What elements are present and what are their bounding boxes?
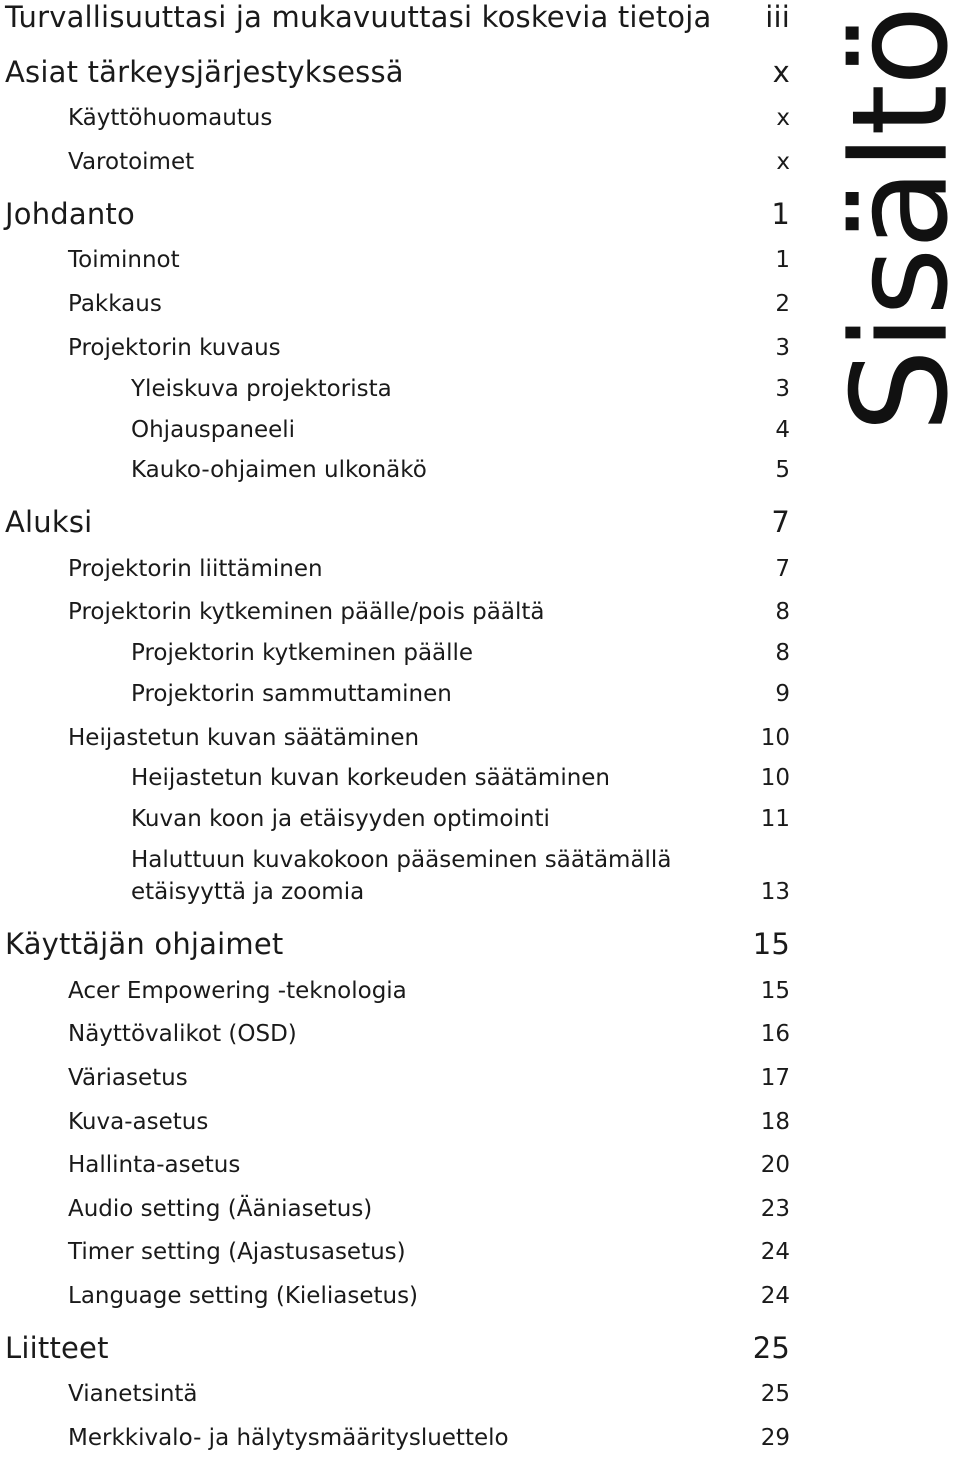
toc-entry-title: Audio setting (Ääniasetus) — [68, 1196, 373, 1222]
toc-entry-title: Projektorin sammuttaminen — [131, 681, 452, 707]
toc-entry-page: iii — [765, 0, 790, 34]
toc-entry-page: 25 — [752, 1331, 790, 1365]
toc-entry-page: 24 — [760, 1239, 790, 1265]
toc-entry-page: 17 — [760, 1065, 790, 1091]
toc-entry-page: 9 — [775, 681, 790, 707]
toc-entry-page: 8 — [775, 599, 790, 625]
toc-entry-title: Merkkivalo- ja hälytysmääritysluettelo — [68, 1425, 509, 1451]
toc-entry-title: Käyttäjän ohjaimet — [5, 927, 284, 961]
toc-entry-page: x — [776, 105, 790, 131]
toc-entry-page: 1 — [771, 197, 790, 231]
toc-entry-title: Projektorin kuvaus — [68, 335, 281, 361]
toc-entry-page: x — [776, 149, 790, 175]
toc-entry-page: 29 — [760, 1425, 790, 1451]
toc-entry-title: Projektorin kytkeminen päälle/pois päältä — [68, 599, 545, 625]
toc-entry-page: 7 — [775, 556, 790, 582]
toc-entry-page: 11 — [760, 806, 790, 832]
toc-entry-title: Väriasetus — [68, 1065, 188, 1091]
toc-entry-title: Projektorin liittäminen — [68, 556, 323, 582]
toc-entry-page: 10 — [760, 765, 790, 791]
toc-entry-page: 25 — [760, 1381, 790, 1407]
toc-entry-title: Johdanto — [5, 197, 135, 231]
toc-entry-page: 23 — [760, 1196, 790, 1222]
toc-entry-title: Haluttuun kuvakokoon pääseminen säätämällä — [131, 847, 672, 873]
toc-entry-page: 24 — [760, 1283, 790, 1309]
toc-entry-page: 2 — [775, 291, 790, 317]
toc-entry-page: 15 — [760, 978, 790, 1004]
toc-entry-title: Language setting (Kieliasetus) — [68, 1283, 419, 1309]
toc-entry-title: Kuvan koon ja etäisyyden optimointi — [131, 806, 550, 832]
toc-entry-title: Timer setting (Ajastusasetus) — [68, 1239, 406, 1265]
toc-entry-page: 15 — [752, 927, 790, 961]
toc-entry-page: 4 — [775, 417, 790, 443]
side-chapter-title — [824, 7, 978, 433]
toc-entry-page: 7 — [771, 505, 790, 539]
toc-entry-page: 8 — [775, 640, 790, 666]
toc-entry-title: Kauko-ohjaimen ulkonäkö — [131, 457, 427, 483]
toc-entry-title: Varotoimet — [68, 149, 195, 175]
toc-entry-title: Vianetsintä — [68, 1381, 198, 1407]
toc-entry-title: Aluksi — [5, 505, 93, 539]
toc-entry-page: 3 — [775, 376, 790, 402]
toc-entry-title: Pakkaus — [68, 291, 162, 317]
toc-entry-title: Kuva-asetus — [68, 1109, 209, 1135]
toc-entry-page: 20 — [760, 1152, 790, 1178]
toc-entry-title: Heijastetun kuvan säätäminen — [68, 725, 420, 751]
toc-entry-title: Näyttövalikot (OSD) — [68, 1021, 297, 1047]
toc-entry-title: Yleiskuva projektorista — [131, 376, 392, 402]
toc-entry-page: x — [772, 55, 790, 89]
toc-entry-title: Acer Empowering -teknologia — [68, 978, 407, 1004]
toc-entry-title: Turvallisuuttasi ja mukavuuttasi koskevia tietoja — [5, 0, 712, 34]
toc-entry-page: 10 — [760, 725, 790, 751]
toc-entry-title: Ohjauspaneeli — [131, 417, 296, 443]
toc-entry-title: Liitteet — [5, 1331, 109, 1365]
toc-entry-title: Toiminnot — [68, 247, 180, 273]
toc-entry-page: 1 — [775, 247, 790, 273]
toc-entry-title: Hallinta-asetus — [68, 1152, 241, 1178]
toc-entry-title: Projektorin kytkeminen päälle — [131, 640, 474, 666]
toc-entry-page: 5 — [775, 457, 790, 483]
toc-entry-page: 3 — [775, 335, 790, 361]
toc-entry-page: 16 — [760, 1021, 790, 1047]
toc-entry-title: Asiat tärkeysjärjestyksessä — [5, 55, 404, 89]
toc-entry-title: etäisyyttä ja zoomia — [131, 879, 365, 905]
toc-entry-title: Käyttöhuomautus — [68, 105, 273, 131]
toc-entry-page: 18 — [760, 1109, 790, 1135]
toc-entry-title: Heijastetun kuvan korkeuden säätäminen — [131, 765, 611, 791]
side-chapter-title-text: Sisältö — [824, 7, 978, 433]
toc-entry-page: 13 — [760, 879, 790, 905]
